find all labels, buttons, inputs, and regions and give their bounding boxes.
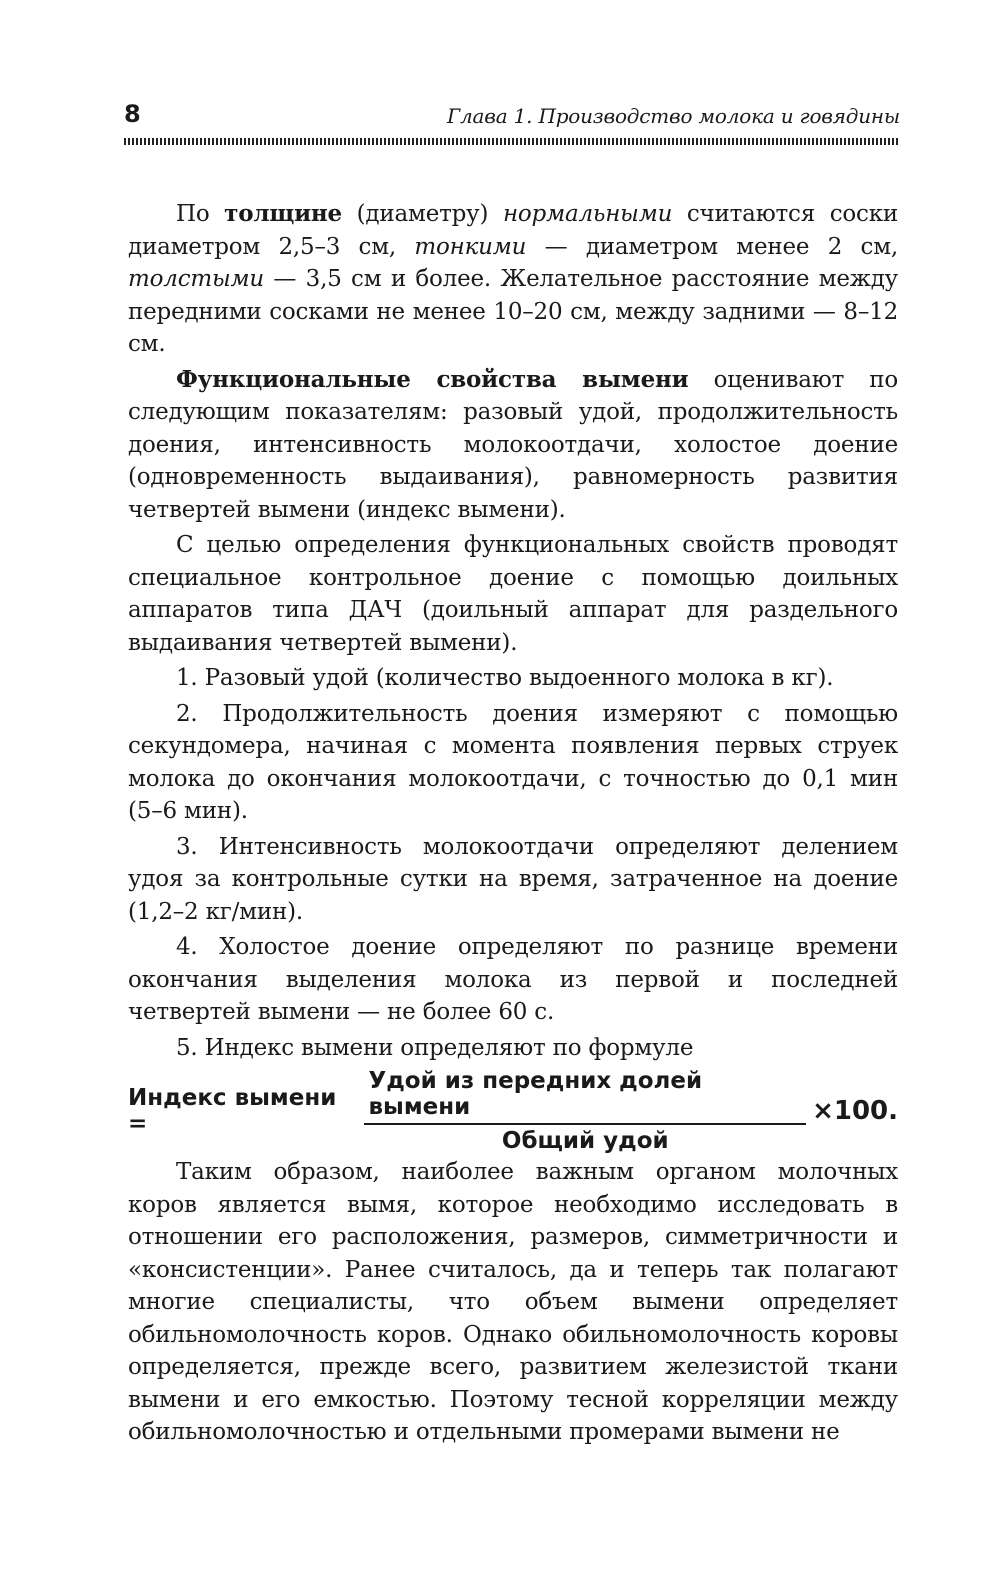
paragraph-conclusion: Таким образом, наиболее важным органом молочных коров является вымя, которое необходимо исследовать в отношении его расположения, размеров, симметричности и «консистенции». Ранее считалось, да и теперь так полагают многие специалисты, что объем вымени определяет обильномолочность коров. Однако обильномолочность коровы определяется, прежде всего, развитием железистой ткани вымени и его емкостью. Поэтому тесной корреляции между обильномолочностью и отдельными промерами вымени не bbox=[128, 1159, 898, 1445]
udder-index-formula bbox=[128, 1068, 898, 1154]
formula-denominator: Общий удой bbox=[501, 1128, 669, 1154]
formula-multiplier: ×100. bbox=[812, 1096, 898, 1126]
header-rule bbox=[124, 138, 900, 145]
paragraph-teat-thickness: По толщине (диаметру) нормальными считаются соски диаметром 2,5–3 см, тонкими — диаметром менее 2 см, толстыми — 3,5 см и более. Желательное расстояние между передними сосками не менее 10–20 см, между задними — 8–12 см. bbox=[128, 200, 899, 357]
list-item: 5. Индекс вымени определяют по формуле bbox=[176, 1034, 694, 1061]
text-block-top bbox=[128, 198, 898, 1067]
page-number: 8 bbox=[124, 100, 141, 128]
paragraph-functional-properties: Функциональные свойства вымени оценивают по следующим показателям: разовый удой, продолжительность доения, интенсивность молокоотдачи, холостое доение (одновременность выдаивания), равномерность развития четвертей вымени (индекс вымени). bbox=[128, 365, 898, 523]
running-head: Глава 1. Производство молока и говядины bbox=[446, 104, 900, 128]
text-block-bottom bbox=[128, 1156, 898, 1452]
list-item: 1. Разовый удой (количество выдоенного молока в кг). bbox=[176, 665, 834, 691]
list-item: 3. Интенсивность молокоотдачи определяют делением удоя за контрольные сутки на время, затраченное на доение (1,2–2 кг/мин). bbox=[128, 833, 898, 925]
formula-lhs: Индекс вымени = bbox=[128, 1085, 337, 1137]
formula-fraction bbox=[364, 1068, 806, 1154]
paragraph-control-milking: С целью определения функциональных свойств проводят специальное контрольное доение с помощью доильных аппаратов типа ДАЧ (доильный аппарат для раздельного выдаивания четвертей вымени). bbox=[128, 532, 898, 656]
list-item: 4. Холостое доение определяют по разнице времени окончания выделения молока из первой и последней четвертей вымени — не более 60 с. bbox=[128, 934, 898, 1025]
list-item: 2. Продолжительность доения измеряют с помощью секундомера, начиная с момента появления первых струек молока до окончания молокоотдачи, с точностью до 0,1 мин (5–6 мин). bbox=[128, 700, 898, 824]
formula-numerator: Удой из передних долей вымени bbox=[364, 1068, 806, 1125]
